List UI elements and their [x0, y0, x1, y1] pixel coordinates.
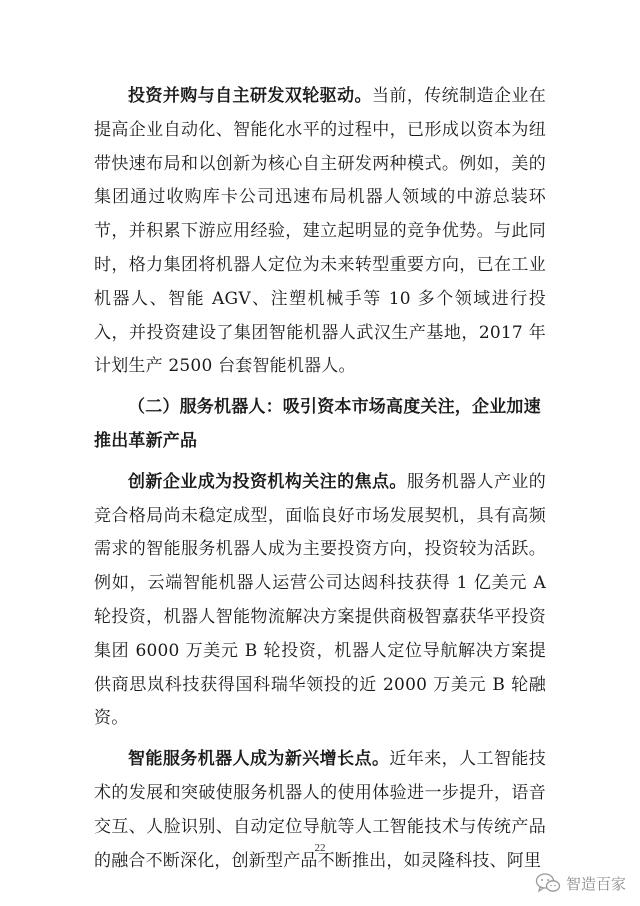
- paragraph-growth: [94, 743, 546, 878]
- watermark-text: 智造百家: [565, 874, 626, 893]
- paragraph-text: 近年来，人工智能技术的发展和突破使服务机器人的使用体验进一步提升，语音交互、人脸识别、自动定位导航等人工智能技术与传统产品的融合不断深化，创新型产品不断推出，如灵隆科技、阿里: [94, 749, 546, 871]
- paragraph-text: 服务机器人产业的竞合格局尚未稳定成型，面临良好市场发展契机，具有高频需求的智能服务机器人成为主要投资方向，投资较为活跃。例如，云端智能机器人运营公司达闼科技获得 1 亿美元 A 轮投资，机器人智能物流解决方案提供商极智嘉获华平投资集团 6000 万美元 B 轮投资，机器人定位导航解决方案提供商思岚科技获得国科瑞华领投的近 2000 万美元 B 轮融资。: [94, 471, 546, 729]
- watermark: [535, 872, 626, 894]
- paragraph-lead: 投资并购与自主研发双轮驱动。: [128, 86, 372, 106]
- paragraph-lead: 智能服务机器人成为新兴增长点。: [128, 749, 390, 770]
- section-heading: （二）服务机器人：吸引资本市场高度关注，企业加速推出革新产品: [94, 397, 541, 451]
- paragraph-innovation: [94, 466, 546, 736]
- paragraph-text: 当前，传统制造企业在提高企业自动化、智能化水平的过程中，已形成以资本为纽带快速布局和以创新为核心自主研发两种模式。例如，美的集团通过收购库卡公司迅速布局机器人领域的中游总装环节，并积累下游应用经验，建立起明显的竞争优势。与此同时，格力集团将机器人定位为未来转型重要方向，已在工业机器人、智能 AGV、注塑机械手等 10 多个领域进行投入，并投资建设了集团智能机器人武汉生产基地，2017 年计划生产 2500 台套智能机器人。: [94, 86, 546, 377]
- paragraph-investment: [94, 80, 546, 384]
- page-number: 22: [314, 842, 326, 854]
- wechat-icon: [535, 872, 561, 894]
- document-body: [94, 80, 546, 885]
- paragraph-lead: 创新企业成为投资机构关注的焦点。: [128, 471, 407, 492]
